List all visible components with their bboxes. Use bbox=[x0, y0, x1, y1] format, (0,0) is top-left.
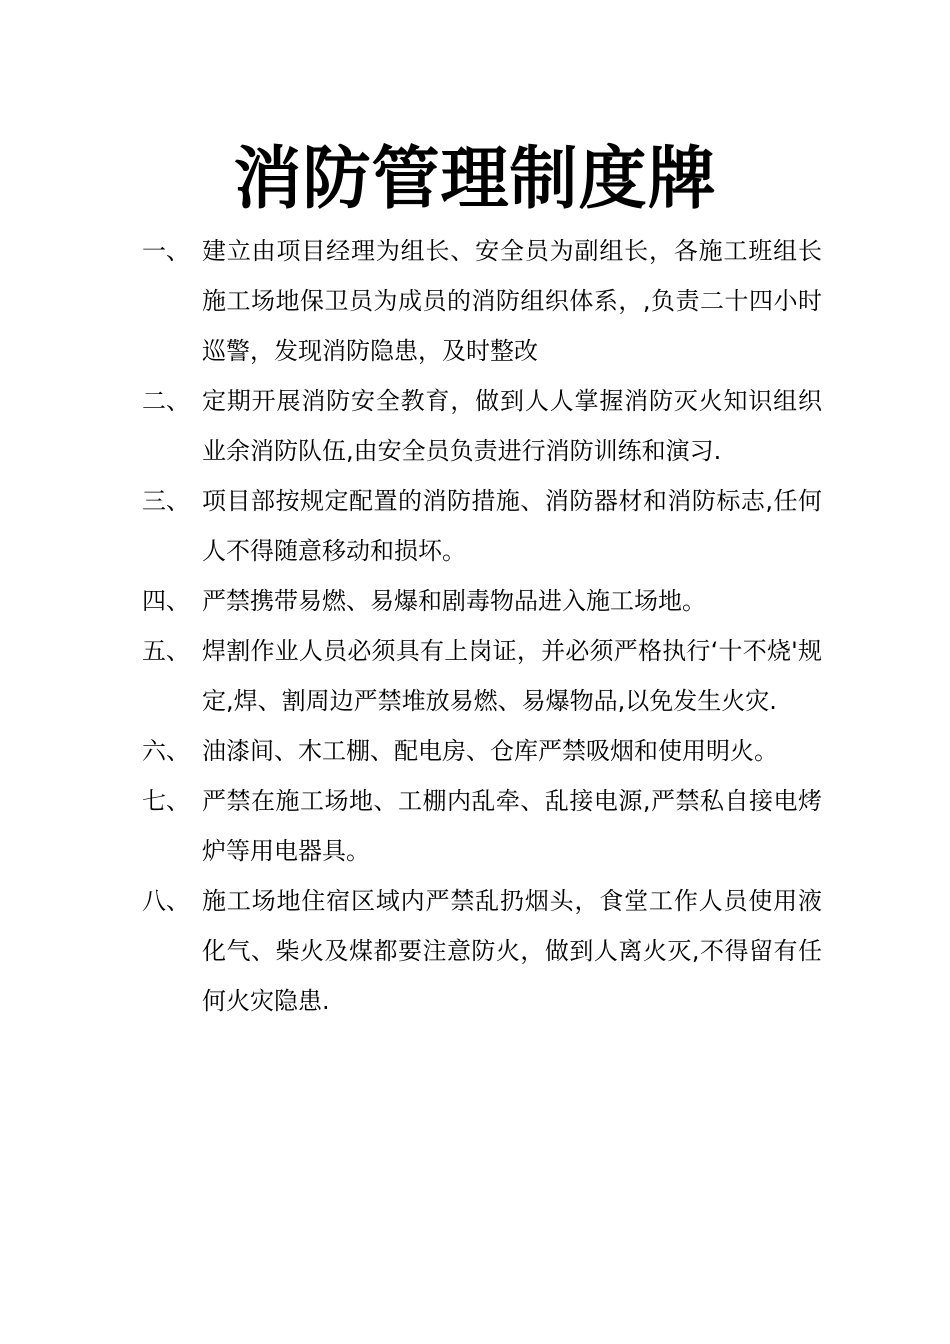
list-item bbox=[142, 876, 822, 1026]
item-number: 七、 bbox=[142, 787, 190, 815]
list-item bbox=[142, 576, 822, 626]
item-number: 三、 bbox=[142, 487, 190, 515]
list-item bbox=[142, 376, 822, 476]
item-text: 定期开展消防安全教育，做到人人掌握消防灭火知识组织业余消防队伍,由安全员负责进行消防训练和演习. bbox=[202, 387, 822, 465]
item-number: 八、 bbox=[142, 887, 190, 915]
item-text: 严禁携带易燃、易爆和剧毒物品进入施工场地。 bbox=[202, 587, 706, 615]
list-item bbox=[142, 776, 822, 876]
item-number: 一、 bbox=[142, 237, 190, 265]
item-text: 严禁在施工场地、工棚内乱牵、乱接电源,严禁私自接电烤炉等用电器具。 bbox=[202, 787, 822, 865]
list-item bbox=[142, 476, 822, 576]
item-text: 油漆间、木工棚、配电房、仓库严禁吸烟和使用明火。 bbox=[202, 737, 778, 765]
item-number: 四、 bbox=[142, 587, 190, 615]
list-item bbox=[142, 226, 822, 376]
list-item bbox=[142, 626, 822, 726]
page-title: 消防管理制度牌 bbox=[233, 140, 717, 219]
item-text: 项目部按规定配置的消防措施、消防器材和消防标志,任何人不得随意移动和损坏。 bbox=[202, 487, 822, 565]
list-item bbox=[142, 726, 822, 776]
item-text: 建立由项目经理为组长、安全员为副组长，各施工班组长施工场地保卫员为成员的消防组织体系，,负责二十四小时巡警，发现消防隐患，及时整改 bbox=[202, 237, 822, 365]
regulation-list bbox=[142, 226, 822, 1026]
item-number: 二、 bbox=[142, 387, 190, 415]
item-text: 施工场地住宿区域内严禁乱扔烟头，食堂工作人员使用液化气、柴火及煤都要注意防火，做到人离火灭,不得留有任何火灾隐患. bbox=[202, 887, 822, 1015]
item-number: 五、 bbox=[142, 637, 190, 665]
item-number: 六、 bbox=[142, 737, 190, 765]
item-text: 焊割作业人员必须具有上岗证，并必须严格执行‘十不烧'规定,焊、割周边严禁堆放易燃、易爆物品,以免发生火灾. bbox=[202, 637, 822, 715]
